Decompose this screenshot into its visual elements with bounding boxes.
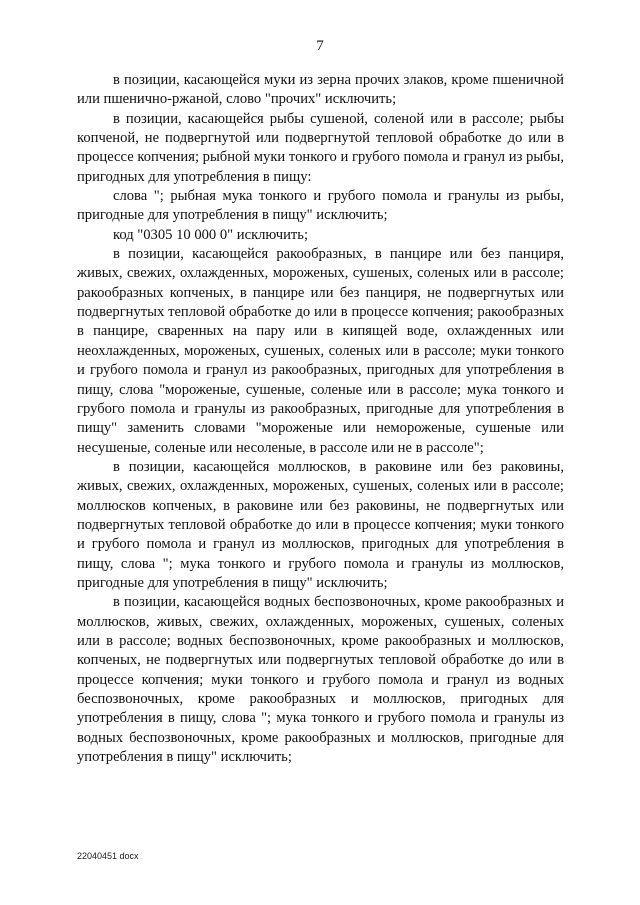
paragraph-aquatic-invertebrates: в позиции, касающейся водных беспозвоночных, кроме ракообразных и моллюсков, живых, свежих, охлажденных, мороженых, сушеных, соленых или в рассоле; водных беспозвоночных, кроме ракообразных и моллюсков, копченых, не подвергнутых или подвергнутых тепловой обработке до или в процессе копчения; муки тонкого и грубого помола и гранул из водных беспозвоночных, кроме ракообразных и моллюсков, пригодных для употребления в пищу, слова "; мука тонкого и грубого помола и гранулы из водных беспозвоночных, кроме ракообразных и моллюсков, пригодные для употребления в пищу" исключить;: [77, 594, 564, 766]
paragraph-fish-flour-words: слова "; рыбная мука тонкого и грубого помола и гранулы из рыбы, пригодные для употребления в пищу" исключить;: [77, 188, 564, 224]
page-number: 7: [316, 38, 324, 54]
paragraph-code-exclusion: код "0305 10 000 0" исключить;: [113, 226, 309, 243]
paragraph-dried-fish: в позиции, касающейся рыбы сушеной, соленой или в рассоле; рыбы копченой, не подвергнутой или подвергнутой тепловой обработке до или в процессе копчения; рыбной муки тонкого и грубого помола и гранул из рыбы, пригодных для употребления в пищу:: [77, 110, 564, 185]
footer-filename: 22040451 docx: [77, 851, 139, 861]
document-body: [77, 71, 564, 767]
paragraph-molluscs: в позиции, касающейся моллюсков, в раковине или без раковины, живых, свежих, охлажденных, мороженых, сушеных, соленых или в рассоле; моллюсков копченых, в раковине или без раковины, не подвергнутых или подвергнутых тепловой обработке до или в процессе копчения; муки тонкого и грубого помола и гранул из моллюсков, пригодных для употребления в пищу, слова "; мука тонкого и грубого помола и гранулы из моллюсков, пригодные для употребления в пищу" исключить;: [77, 458, 564, 591]
paragraph-flour-cereals: в позиции, касающейся муки из зерна прочих злаков, кроме пшеничной или пшенично-ржаной, слово "прочих" исключить;: [77, 72, 564, 108]
paragraph-crustaceans: в позиции, касающейся ракообразных, в панцире или без панциря, живых, свежих, охлажденных, мороженых, сушеных, соленых или в рассоле; ракообразных копченых, в панцире или без панциря, не подвергнутых или подвергнутых тепловой обработке до или в процессе копчения; ракообразных в панцире, сваренных на пару или в кипящей воде, охлажденных или неохлажденных, мороженых, сушеных, соленых или в рассоле; муки тонкого и грубого помола и гранул из ракообразных, пригодных для употребления в пищу, слова "мороженые, сушеные, соленые или в рассоле; мука тонкого и грубого помола и гранулы из ракообразных, пригодные для употребления в пищу" заменить словами "мороженые или немороженые, сушеные или несушеные, соленые или несоленые, в рассоле или не в рассоле";: [77, 246, 564, 456]
